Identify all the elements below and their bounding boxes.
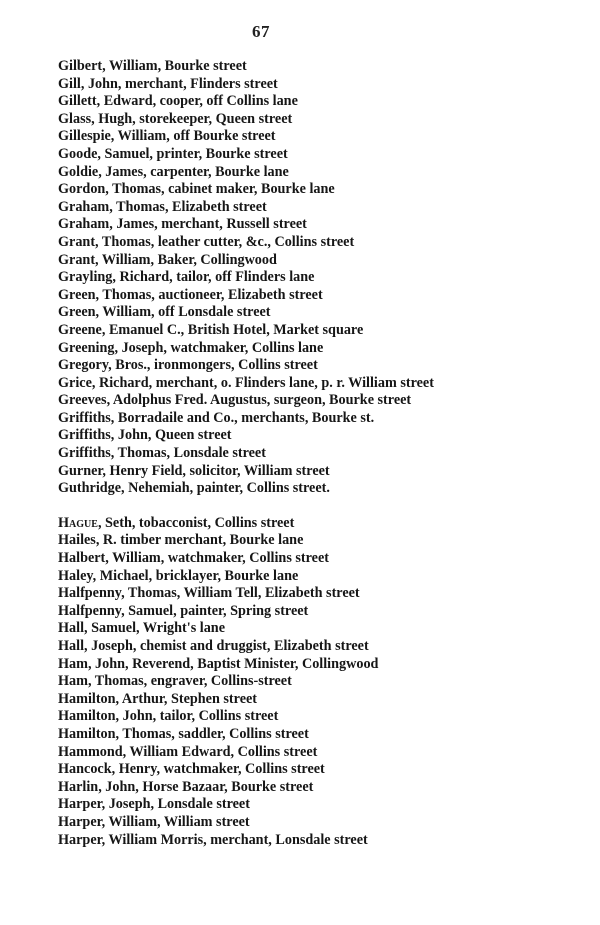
directory-entry: Grant, William, Baker, Collingwood xyxy=(58,251,277,268)
directory-entry: Goode, Samuel, printer, Bourke street xyxy=(58,145,288,162)
directory-entry: Gill, John, merchant, Flinders street xyxy=(58,75,278,92)
directory-entry: Hamilton, John, tailor, Collins street xyxy=(58,708,279,725)
directory-entry: Harlin, John, Horse Bazaar, Bourke street xyxy=(58,778,314,795)
directory-entry: Hammond, William Edward, Collins street xyxy=(58,743,318,760)
directory-entry: Ham, Thomas, engraver, Collins-street xyxy=(58,673,292,690)
directory-entry: Greene, Emanuel C., British Hotel, Market square xyxy=(58,321,364,338)
directory-entry: Gregory, Bros., ironmongers, Collins street xyxy=(58,357,318,374)
directory-entry: Harper, William Morris, merchant, Lonsdale street xyxy=(58,831,368,848)
directory-entry: Halfpenny, Thomas, William Tell, Elizabeth street xyxy=(58,585,360,602)
directory-entry: Grice, Richard, merchant, o. Flinders lane, p. r. William street xyxy=(58,374,434,391)
directory-entry: Hall, Samuel, Wright's lane xyxy=(58,620,225,637)
directory-entry: Grant, Thomas, leather cutter, &c., Collins street xyxy=(58,233,355,250)
page-number: 67 xyxy=(252,22,270,41)
directory-entry: Green, Thomas, auctioneer, Elizabeth street xyxy=(58,286,323,303)
directory-entry xyxy=(58,515,478,533)
directory-entry: Graham, Thomas, Elizabeth street xyxy=(58,198,267,215)
directory-entry: Halbert, William, watchmaker, Collins street xyxy=(58,550,329,567)
entry-detail: , Seth, tobacconist, Collins street xyxy=(97,514,295,531)
directory-entry: Ham, John, Reverend, Baptist Minister, Collingwood xyxy=(58,655,379,672)
directory-entry: Griffiths, John, Queen street xyxy=(58,427,232,444)
directory-entry: Hamilton, Arthur, Stephen street xyxy=(58,690,258,707)
directory-entry: Hancock, Henry, watchmaker, Collins street xyxy=(58,761,325,778)
directory-entry: Greeves, Adolphus Fred. Augustus, surgeon, Bourke street xyxy=(58,392,412,409)
directory-entry: Haley, Michael, bricklayer, Bourke lane xyxy=(58,567,299,584)
directory-entry: Glass, Hugh, storekeeper, Queen street xyxy=(58,110,293,127)
directory-entry: Gillespie, William, off Bourke street xyxy=(58,128,276,145)
directory-entry: Hamilton, Thomas, saddler, Collins street xyxy=(58,725,309,742)
directory-entry: Griffiths, Borradaile and Co., merchants, Bourke st. xyxy=(58,409,375,426)
directory-entry: Halfpenny, Samuel, painter, Spring street xyxy=(58,602,309,619)
directory-entry: Greening, Joseph, watchmaker, Collins lane xyxy=(58,339,324,356)
directory-entry: Gillett, Edward, cooper, off Collins lane xyxy=(58,93,298,110)
directory-entry: Green, William, off Lonsdale street xyxy=(58,304,271,321)
directory-entry: Graham, James, merchant, Russell street xyxy=(58,216,307,233)
directory-entry: Hailes, R. timber merchant, Bourke lane xyxy=(58,532,304,549)
directory-entry: Goldie, James, carpenter, Bourke lane xyxy=(58,163,289,180)
directory-entry: Gurner, Henry Field, solicitor, William street xyxy=(58,462,330,479)
directory-entry: Gordon, Thomas, cabinet maker, Bourke lane xyxy=(58,181,335,198)
directory-entry: Grayling, Richard, tailor, off Flinders lane xyxy=(58,269,315,286)
section-gap xyxy=(58,498,478,515)
directory-entry: Harper, Joseph, Lonsdale street xyxy=(58,796,250,813)
directory-entries xyxy=(58,58,478,849)
directory-entry: Guthridge, Nehemiah, painter, Collins street. xyxy=(58,480,330,497)
section-first-surname: Hague xyxy=(58,514,98,531)
directory-entry: Hall, Joseph, chemist and druggist, Elizabeth street xyxy=(58,638,369,654)
directory-entry: Harper, William, William street xyxy=(58,813,250,830)
directory-entry: Griffiths, Thomas, Lonsdale street xyxy=(58,445,266,462)
directory-entry: Gilbert, William, Bourke street xyxy=(58,58,247,74)
